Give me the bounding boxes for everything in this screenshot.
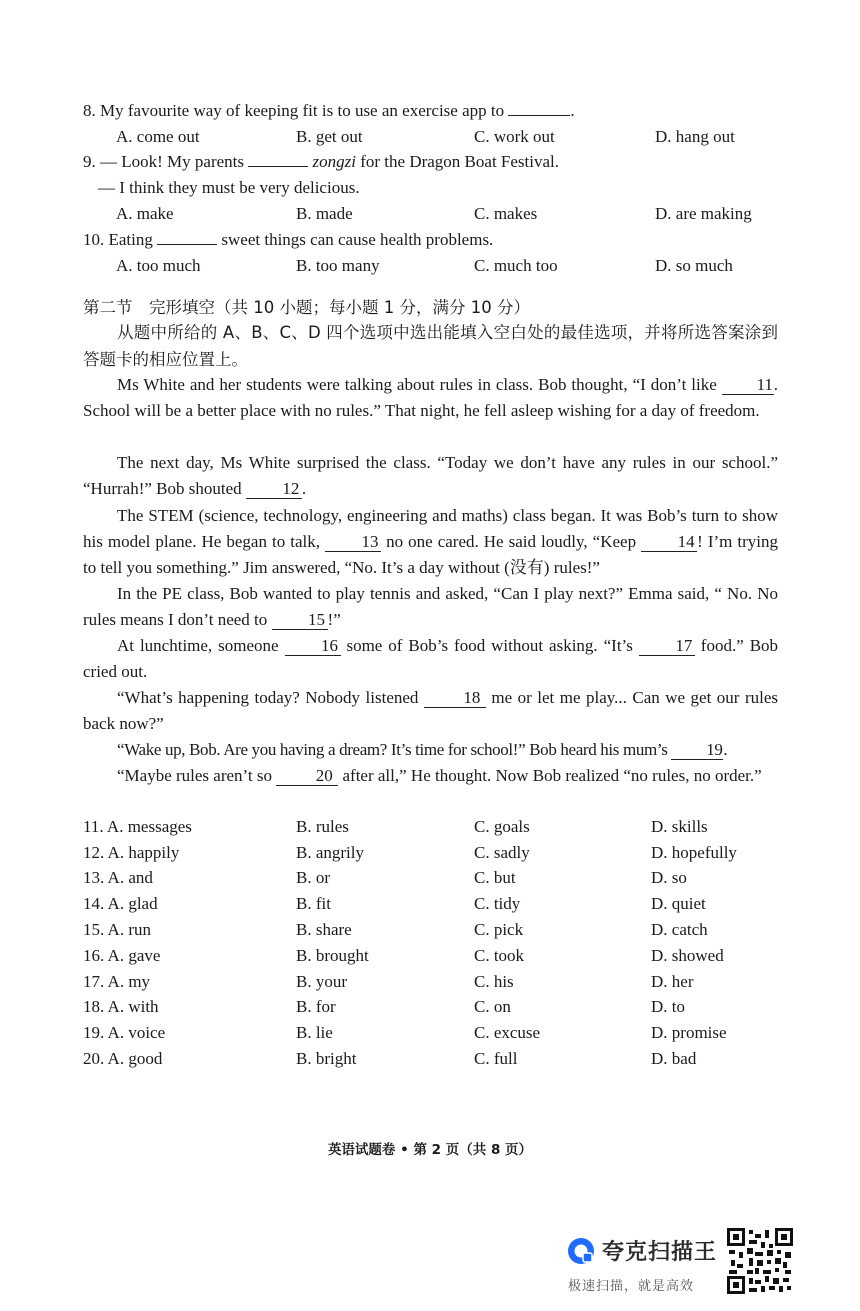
question-8-stem: [83, 101, 575, 121]
scanner-watermark: [566, 1233, 726, 1295]
question-text: for the Dragon Boat Festival.: [360, 152, 559, 171]
cloze-12-d: D. hopefully: [651, 843, 737, 862]
blank-20: 20: [276, 767, 338, 786]
section-instruction: 从题中所给的 A、B、C、D 四个选项中选出能填入空白处的最佳选项，并将所选答案涂到答题卡的相应位置上。: [83, 323, 778, 369]
italic-word: zongzi: [312, 152, 356, 171]
passage-paragraph-8: [83, 763, 778, 789]
question-9-reply: — I think they must be very delicious.: [98, 178, 360, 197]
passage-paragraph-7: [83, 737, 778, 763]
cloze-20-b: B. bright: [296, 1049, 357, 1068]
blank-14: 14: [641, 533, 697, 552]
passage-paragraph-4: [83, 581, 778, 633]
cloze-16-a: 16. A. gave: [83, 946, 161, 965]
cloze-13-a: 13. A. and: [83, 868, 153, 887]
cloze-15-b: B. share: [296, 920, 352, 939]
question-text: 9. — Look! My parents: [83, 152, 245, 171]
question-10-stem: [83, 230, 493, 250]
qr-code-icon: [727, 1228, 793, 1294]
passage-text: “Wake up, Bob. Are you having a dream? It’s time for school!” Bob heard his mum’s: [117, 740, 668, 759]
passage-text: .: [723, 740, 728, 759]
passage-text: Ms White and her students were talking about rules in class. Bob thought, “I don’t like: [117, 375, 717, 394]
passage-text: . School will be a better place with no rules.” That night, he fell asleep wishing for a day of freedom.: [83, 375, 778, 420]
scanner-brand-name: 夸克扫描王: [602, 1240, 718, 1265]
passage-text: At lunchtime, someone: [117, 636, 279, 655]
passage-paragraph-1: [83, 372, 778, 424]
cloze-17-d: D. her: [651, 972, 694, 991]
question-text: sweet things can cause health problems.: [221, 230, 494, 249]
cloze-14-c: C. tidy: [474, 894, 521, 913]
passage-text: some of Bob’s food without asking. “It’s: [346, 636, 633, 655]
cloze-18-c: C. on: [474, 997, 511, 1016]
option-c: C. work out: [474, 127, 555, 146]
answer-blank: [157, 243, 217, 245]
cloze-16-d: D. showed: [651, 946, 724, 965]
option-a: A. come out: [116, 127, 200, 146]
cloze-14-a: 14. A. glad: [83, 894, 158, 913]
passage-text: The STEM (science, technology, engineering and maths) class began. It was Bob’s turn to show his model plane. He began to talk,: [83, 506, 778, 551]
cloze-20-a: 20. A. good: [83, 1049, 163, 1068]
section-heading: 第二节 完形填空（共 10 小题；每小题 1 分，满分 10 分）: [83, 298, 530, 317]
option-a: A. make: [116, 204, 174, 223]
blank-19: 19: [671, 741, 723, 760]
answer-blank: [508, 114, 570, 116]
cloze-13-c: C. but: [474, 868, 516, 887]
option-b: B. too many: [296, 256, 380, 275]
cloze-15-c: C. pick: [474, 920, 524, 939]
cloze-17-b: B. your: [296, 972, 347, 991]
question-text: 10. Eating: [83, 230, 153, 249]
cloze-11-c: C. goals: [474, 817, 530, 836]
cloze-11-d: D. skills: [651, 817, 708, 836]
question-text: .: [570, 101, 575, 120]
cloze-12-c: C. sadly: [474, 843, 530, 862]
blank-11: 11: [722, 376, 774, 395]
cloze-19-b: B. lie: [296, 1023, 333, 1042]
blank-12: 12: [246, 480, 302, 499]
blank-16: 16: [285, 637, 341, 656]
question-text: 8. My favourite way of keeping fit is to use an exercise app to: [83, 101, 505, 120]
passage-text: me or let me play... Can we get our rules back now?”: [83, 688, 778, 733]
passage-text: after all,” He thought. Now Bob realized “no rules, no order.”: [342, 766, 762, 785]
cloze-20-c: C. full: [474, 1049, 518, 1068]
cloze-17-c: C. his: [474, 972, 514, 991]
option-c: C. makes: [474, 204, 538, 223]
cloze-16-c: C. took: [474, 946, 525, 965]
option-c: C. much too: [474, 256, 558, 275]
passage-text: “What’s happening today? Nobody listened: [117, 688, 419, 707]
cloze-18-b: B. for: [296, 997, 336, 1016]
option-d: D. hang out: [655, 127, 735, 146]
option-d: D. so much: [655, 256, 733, 275]
cloze-20-d: D. bad: [651, 1049, 697, 1068]
option-b: B. get out: [296, 127, 363, 146]
passage-text: “Maybe rules aren’t so: [117, 766, 272, 785]
passage-text: In the PE class, Bob wanted to play tennis and asked, “Can I play next?” Emma said, “ No. No rules means I don’t need to: [83, 584, 778, 629]
cloze-19-c: C. excuse: [474, 1023, 541, 1042]
passage-text: no one cared. He said loudly, “Keep: [386, 532, 637, 551]
cloze-14-b: B. fit: [296, 894, 331, 913]
cloze-12-b: B. angrily: [296, 843, 364, 862]
cloze-18-d: D. to: [651, 997, 685, 1016]
blank-13: 13: [325, 533, 381, 552]
cloze-12-a: 12. A. happily: [83, 843, 180, 862]
passage-text: !”: [327, 610, 341, 629]
cloze-19-a: 19. A. voice: [83, 1023, 166, 1042]
cloze-17-a: 17. A. my: [83, 972, 151, 991]
cloze-13-d: D. so: [651, 868, 687, 887]
option-b: B. made: [296, 204, 353, 223]
passage-text: The next day, Ms White surprised the class. “Today we don’t have any rules in our school.” “Hurrah!” Bob shouted: [83, 453, 778, 498]
cloze-18-a: 18. A. with: [83, 997, 159, 1016]
passage-text: food.” Bob cried out.: [83, 636, 779, 681]
scanner-logo-icon: [566, 1236, 596, 1266]
passage-paragraph-5: [83, 633, 778, 685]
passage-text: ! I’m trying to tell you something.” Jim answered, “No. It’s a day without (没有) rules!”: [83, 532, 779, 577]
option-d: D. are making: [655, 204, 752, 223]
passage-paragraph-2: [83, 450, 778, 502]
page-footer: 英语试题卷 • 第 2 页（共 8 页）: [327, 1142, 533, 1158]
blank-17: 17: [639, 637, 695, 656]
passage-paragraph-6: [83, 685, 778, 737]
passage-text: .: [301, 479, 307, 498]
cloze-15-a: 15. A. run: [83, 920, 151, 939]
cloze-15-d: D. catch: [651, 920, 708, 939]
question-9-stem: [83, 152, 559, 172]
cloze-13-b: B. or: [296, 868, 330, 887]
passage-paragraph-3: [83, 503, 778, 581]
scanner-tagline: 极速扫描，就是高效: [568, 1279, 695, 1294]
blank-18: 18: [424, 689, 486, 708]
cloze-11-b: B. rules: [296, 817, 349, 836]
cloze-19-d: D. promise: [651, 1023, 727, 1042]
option-a: A. too much: [116, 256, 201, 275]
cloze-16-b: B. brought: [296, 946, 369, 965]
cloze-14-d: D. quiet: [651, 894, 706, 913]
blank-15: 15: [272, 611, 328, 630]
answer-blank: [248, 165, 308, 167]
cloze-11-a: 11. A. messages: [83, 817, 192, 836]
